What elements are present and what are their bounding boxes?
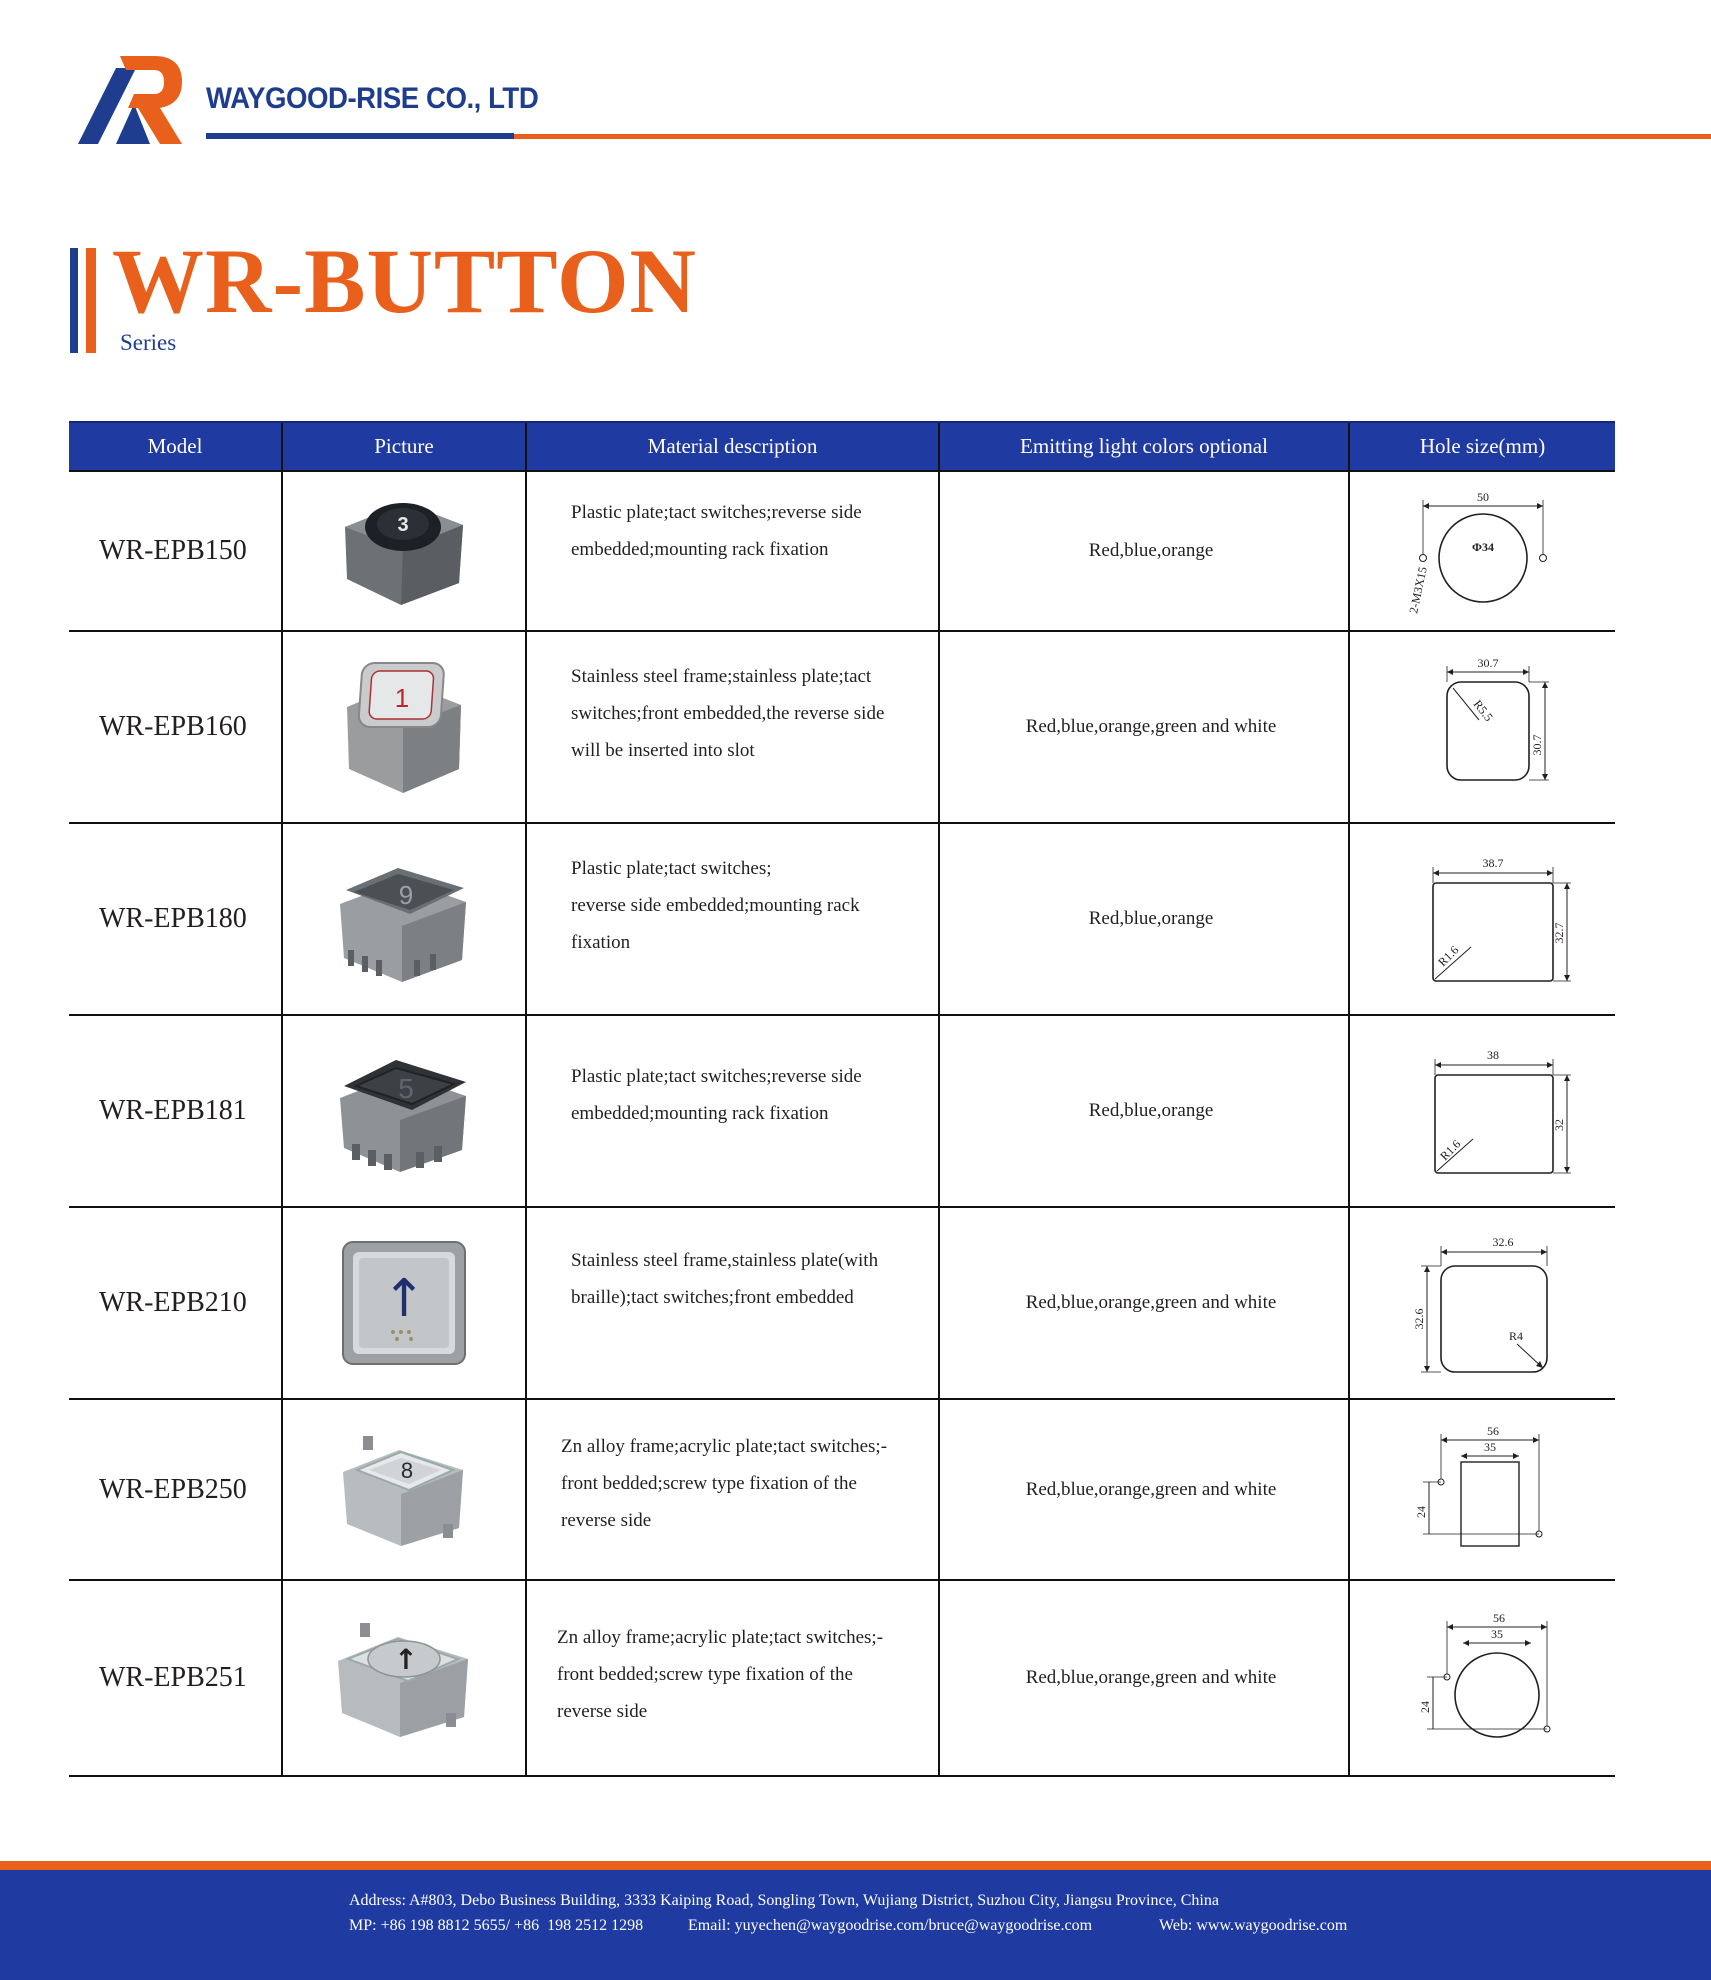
column-header-material: Material description — [525, 423, 938, 470]
product-table — [69, 421, 1615, 1777]
material-description — [525, 632, 938, 822]
table-row — [69, 1016, 1615, 1208]
material-line: will be inserted into slot — [571, 740, 755, 761]
hole-radius-label: R1.6 — [1436, 1136, 1463, 1164]
material-line: Zn alloy frame;acrylic plate;tact switches;- — [561, 1436, 888, 1457]
model-name: WR-EPB150 — [99, 535, 247, 566]
material-description — [525, 1208, 938, 1398]
hole-height-label: 24 — [1417, 1701, 1432, 1713]
hole-inner-label: 35 — [1483, 1439, 1496, 1454]
product-picture — [281, 1208, 525, 1398]
table-row — [69, 472, 1615, 632]
product-picture — [281, 1016, 525, 1206]
table-row — [69, 1581, 1615, 1777]
material-line: switches;front embedded,the reverse side — [571, 703, 885, 724]
button-face-label: ↑ — [394, 1643, 418, 1676]
material-line: Stainless steel frame;stainless plate;tact — [571, 666, 872, 687]
material-description — [525, 1581, 938, 1775]
screw-spec-label: 2-M3X15 — [1405, 565, 1430, 615]
light-colors: Red,blue,orange — [938, 1016, 1348, 1206]
title-accent-orange — [86, 248, 96, 353]
page-subtitle: Series — [120, 330, 177, 355]
hole-size-drawing — [1348, 632, 1615, 822]
hole-size-drawing — [1348, 824, 1615, 1014]
hole-height-label: 24 — [1413, 1505, 1428, 1518]
company-name: WAYGOOD-RISE CO., LTD — [206, 82, 539, 115]
footer-web[interactable]: Web: www.waygoodrise.com — [1159, 1917, 1348, 1934]
model-name: WR-EPB250 — [99, 1473, 247, 1505]
material-line: reverse side — [561, 1510, 652, 1531]
hole-radius-label: R5.5 — [1470, 697, 1496, 724]
light-colors: Red,blue,orange — [938, 472, 1348, 630]
header-rule-orange — [514, 134, 1711, 139]
column-header-colors: Emitting light colors optional — [938, 423, 1348, 470]
material-line: fixation — [571, 932, 631, 953]
hole-diameter-label: Φ34 — [1471, 540, 1494, 554]
model-name: WR-EPB210 — [99, 1287, 247, 1318]
hole-height-label: 30.7 — [1529, 734, 1544, 756]
footer-phone: MP: +86 198 8812 5655/ +86 198 2512 1298 — [349, 1917, 644, 1934]
hole-height-label: 32.6 — [1411, 1308, 1426, 1330]
table-row — [69, 824, 1615, 1016]
hole-size-drawing — [1348, 1581, 1615, 1775]
material-line: front bedded;screw type fixation of the — [561, 1473, 857, 1494]
light-colors: Red,blue,orange,green and white — [938, 1208, 1348, 1398]
model-name: WR-EPB180 — [99, 903, 247, 934]
light-colors: Red,blue,orange,green and white — [938, 1400, 1348, 1579]
light-colors: Red,blue,orange,green and white — [938, 632, 1348, 822]
footer-email[interactable]: Email: yuyechen@waygoodrise.com/bruce@waygoodrise.com — [688, 1917, 1093, 1934]
hole-height-label: 32.7 — [1551, 922, 1566, 944]
material-line: reverse side embedded;mounting rack — [571, 895, 860, 916]
button-face-label: 3 — [397, 514, 409, 536]
product-picture — [281, 1400, 525, 1579]
product-picture — [281, 632, 525, 822]
material-line: Zn alloy frame;acrylic plate;tact switches;- — [557, 1627, 884, 1648]
hole-width-label: 50 — [1476, 490, 1489, 504]
title-accent-blue — [70, 248, 78, 353]
product-picture — [281, 1581, 525, 1775]
hole-outer-label: 56 — [1486, 1423, 1499, 1438]
hole-outer-label: 56 — [1492, 1611, 1505, 1625]
button-face-label: ↑ — [382, 1269, 426, 1329]
light-colors: Red,blue,orange — [938, 824, 1348, 1014]
light-colors: Red,blue,orange,green and white — [938, 1581, 1348, 1775]
hole-size-drawing — [1348, 1400, 1615, 1579]
model-name: WR-EPB160 — [99, 711, 247, 742]
hole-size-drawing — [1348, 472, 1615, 630]
material-line: braille);tact switches;front embedded — [571, 1287, 854, 1308]
button-face-label: 1 — [394, 683, 410, 713]
table-row — [69, 1400, 1615, 1581]
table-header — [69, 421, 1615, 472]
hole-width-label: 32.6 — [1492, 1235, 1513, 1249]
material-line: front bedded;screw type fixation of the — [557, 1664, 853, 1685]
model-name: WR-EPB251 — [99, 1662, 247, 1693]
material-line: Stainless steel frame,stainless plate(with — [571, 1250, 879, 1271]
hole-width-label: 30.7 — [1477, 656, 1498, 670]
column-header-hole-size: Hole size(mm) — [1348, 423, 1615, 470]
column-header-picture: Picture — [281, 423, 525, 470]
table-row — [69, 632, 1615, 824]
material-line: embedded;mounting rack fixation — [571, 539, 829, 560]
table-row — [69, 1208, 1615, 1400]
material-line: Plastic plate;tact switches;reverse side — [571, 1066, 862, 1087]
hole-inner-label: 35 — [1490, 1627, 1503, 1641]
hole-radius-label: R4 — [1508, 1329, 1523, 1343]
button-face-label: 8 — [400, 1457, 414, 1483]
material-description — [525, 1016, 938, 1206]
material-line: Plastic plate;tact switches;reverse side — [571, 502, 862, 523]
header-rule-blue — [206, 133, 514, 139]
company-logo — [78, 56, 182, 144]
hole-width-label: 38 — [1486, 1048, 1499, 1062]
page-title: WR-BUTTON — [112, 230, 697, 332]
material-description — [525, 824, 938, 1014]
footer-rule-orange — [0, 1861, 1711, 1870]
model-name: WR-EPB181 — [99, 1095, 247, 1126]
material-line: reverse side — [557, 1701, 648, 1722]
button-face-label: 5 — [398, 1073, 414, 1104]
material-line: embedded;mounting rack fixation — [571, 1103, 829, 1124]
hole-size-drawing — [1348, 1208, 1615, 1398]
product-picture — [281, 824, 525, 1014]
hole-radius-label: R1.6 — [1434, 942, 1461, 970]
hole-size-drawing — [1348, 1016, 1615, 1206]
material-description — [525, 472, 938, 630]
button-face-label: 9 — [398, 880, 414, 910]
material-line: Plastic plate;tact switches; — [571, 858, 772, 879]
material-description — [525, 1400, 938, 1579]
product-picture — [281, 472, 525, 630]
hole-height-label: 32 — [1551, 1119, 1566, 1131]
footer-address: Address: A#803, Debo Business Building, 3333 Kaiping Road, Songling Town, Wujiang District, Suzhou City, Jiangsu Province, China — [349, 1892, 1219, 1909]
column-header-model: Model — [147, 434, 203, 458]
hole-width-label: 38.7 — [1482, 856, 1503, 870]
